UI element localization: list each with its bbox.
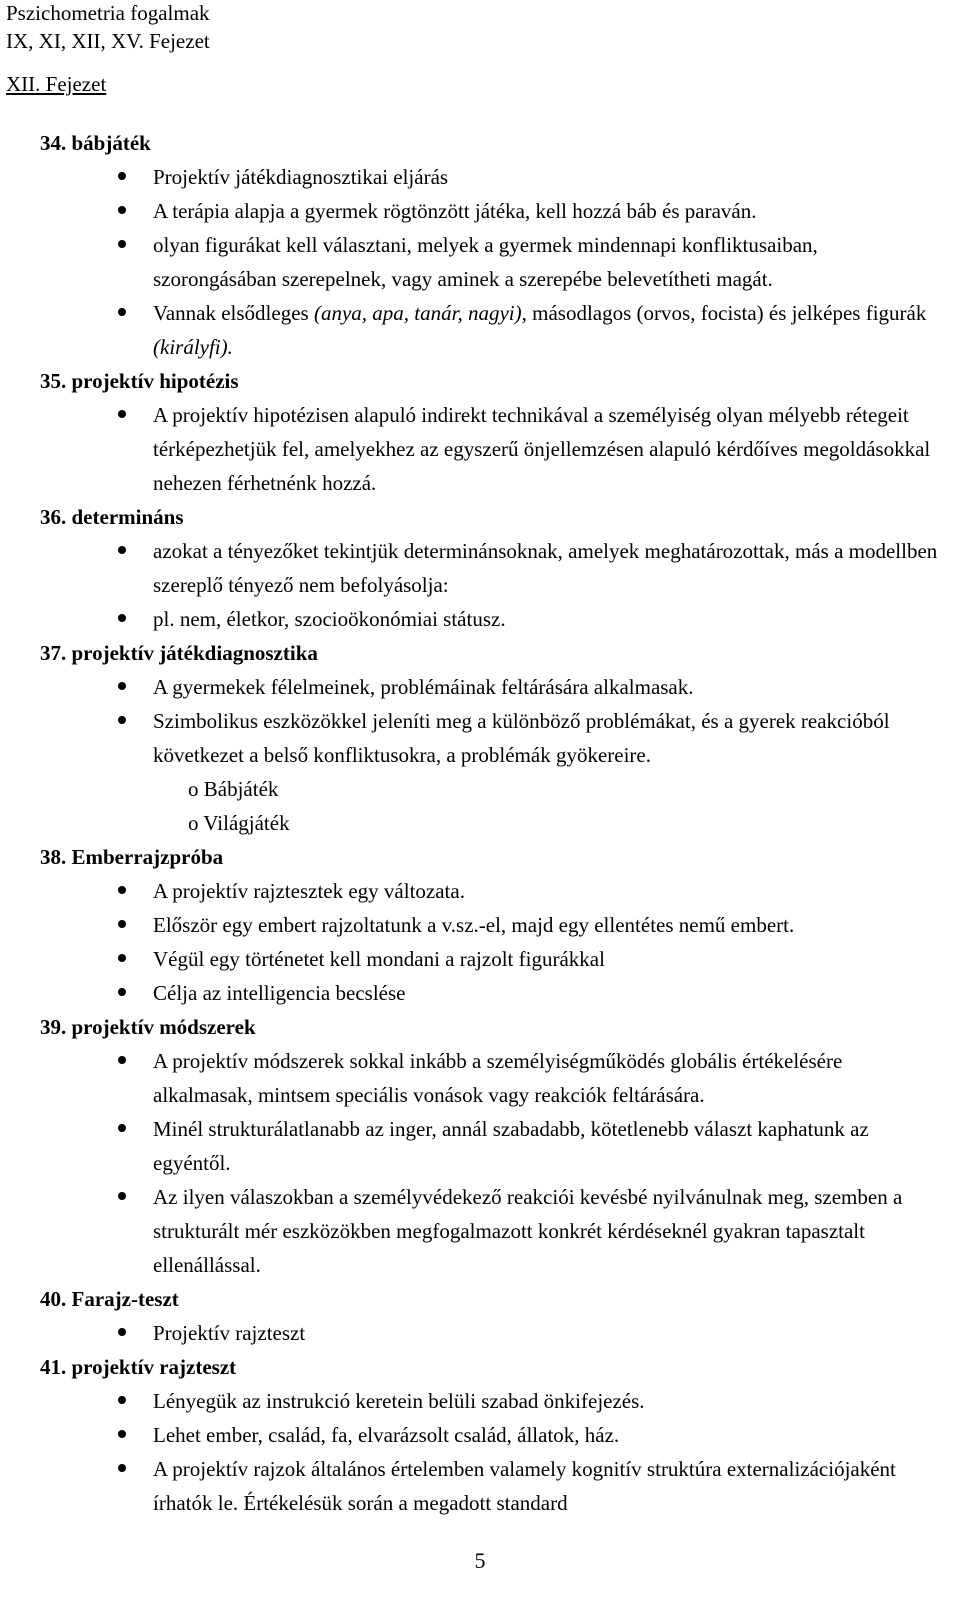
section-41 — [40, 1350, 945, 1520]
bullet-icon — [118, 716, 126, 724]
list-item — [40, 976, 945, 1010]
list-item-text: olyan figurákat kell választani, melyek a gyermek mindennapi konfliktusaiban, szorongásában szerepelnek, vagy aminek a szerepébe belevetítheti magát. — [153, 233, 818, 291]
list-item — [40, 534, 945, 602]
circle-marker: o — [188, 777, 199, 801]
list-item — [40, 1316, 945, 1350]
list-item-text: azokat a tényezőket tekintjük determinánsoknak, amelyek meghatározottak, más a modellben szereplő tényező nem befolyásolja: — [153, 539, 938, 597]
list-item-text: Az ilyen válaszokban a személyvédekező reakciói kevésbé nyilvánulnak meg, szemben a strukturált mér eszközökben megfogalmazott konkrét kérdéseknél gyakran tapasztalt ellenállással. — [153, 1185, 903, 1277]
list-item-text: Lehet ember, család, fa, elvarázsolt család, állatok, ház. — [153, 1423, 620, 1447]
sub-list-item-text: Világjáték — [203, 811, 290, 835]
bullet-icon — [118, 206, 126, 214]
bullet-icon — [118, 172, 126, 180]
list-item-text: Célja az intelligencia becslése — [153, 981, 406, 1005]
text-run: , másodlagos (orvos, focista) és jelképes figurák — [521, 301, 927, 325]
list-item — [40, 942, 945, 976]
bullet-list — [40, 874, 945, 1010]
bullet-list — [40, 1316, 945, 1350]
header-chapters: IX, XI, XII, XV. Fejezet — [6, 29, 210, 53]
list-item — [40, 398, 945, 500]
section-38 — [40, 840, 945, 1010]
bullet-icon — [118, 1124, 126, 1132]
bullet-icon — [118, 988, 126, 996]
list-item — [40, 296, 945, 364]
bullet-icon — [118, 886, 126, 894]
section-title: 35. projektív hipotézis — [40, 369, 239, 393]
bullet-list — [40, 670, 945, 772]
italic-run: (királyfi). — [153, 335, 233, 359]
page-number: 5 — [474, 1548, 486, 1573]
section-37 — [40, 636, 945, 840]
bullet-icon — [118, 1192, 126, 1200]
list-item-text: Projektív rajzteszt — [153, 1321, 306, 1345]
list-item — [40, 1418, 945, 1452]
list-item — [40, 160, 945, 194]
section-36 — [40, 500, 945, 636]
section-40 — [40, 1282, 945, 1350]
list-item — [40, 874, 945, 908]
bullet-icon — [118, 240, 126, 248]
bullet-list — [40, 534, 945, 636]
list-item-text: A terápia alapja a gyermek rögtönzött játéka, kell hozzá báb és paraván. — [153, 199, 757, 223]
list-item — [40, 194, 945, 228]
list-item-text: Projektív játékdiagnosztikai eljárás — [153, 165, 449, 189]
bullet-icon — [118, 954, 126, 962]
list-item-text: Szimbolikus eszközökkel jeleníti meg a különböző problémákat, és a gyerek reakcióból következet a belső konfliktusokra, a problémák gyökereire. — [153, 709, 890, 767]
list-item — [40, 1180, 945, 1282]
section-title: 36. determináns — [40, 505, 184, 529]
list-item-text: A projektív rajztesztek egy változata. — [153, 879, 465, 903]
bullet-icon — [118, 1396, 126, 1404]
page-header — [6, 0, 210, 55]
list-item — [40, 1384, 945, 1418]
list-item-text: Először egy embert rajzoltatunk a v.sz.-el, majd egy ellentétes nemű embert. — [153, 913, 795, 937]
bullet-icon — [118, 1056, 126, 1064]
bullet-icon — [118, 308, 126, 316]
list-item-text — [153, 301, 926, 359]
section-title: 40. Farajz-teszt — [40, 1287, 179, 1311]
section-title: 41. projektív rajzteszt — [40, 1355, 237, 1379]
section-title: 38. Emberrajzpróba — [40, 845, 224, 869]
bullet-list — [40, 1044, 945, 1282]
list-item-text: A projektív rajzok általános értelemben valamely kognitív struktúra externalizációjaként írhatók le. Értékelésük során a megadott standard — [153, 1457, 896, 1515]
chapter-heading: XII. Fejezet — [6, 72, 107, 96]
bullet-icon — [118, 1430, 126, 1438]
bullet-icon — [118, 614, 126, 622]
list-item-text: Végül egy történetet kell mondani a rajzolt figurákkal — [153, 947, 605, 971]
list-item — [40, 1112, 945, 1180]
list-item — [40, 670, 945, 704]
list-item-text: A projektív módszerek sokkal inkább a személyiségműködés globális értékelésére alkalmasak, mintsem speciális vonások vagy reakciók feltárására. — [153, 1049, 843, 1107]
bullet-icon — [118, 410, 126, 418]
text-run: Vannak elsődleges — [153, 301, 314, 325]
section-title: 37. projektív játékdiagnosztika — [40, 641, 318, 665]
section-39 — [40, 1010, 945, 1282]
section-title: 34. bábjáték — [40, 131, 151, 155]
bullet-icon — [118, 1328, 126, 1336]
document-body — [40, 126, 945, 1520]
list-item-text: A projektív hipotézisen alapuló indirekt technikával a személyiség olyan mélyebb rétegeit térképezhetjük fel, amelyekhez az egyszerű önjellemzésen alapuló kérdőíves megoldásokkal nehezen férhetnénk hozzá. — [153, 403, 931, 495]
header-course-title: Pszichometria fogalmak — [6, 1, 210, 25]
section-title: 39. projektív módszerek — [40, 1015, 256, 1039]
list-item — [40, 704, 945, 772]
list-item — [40, 908, 945, 942]
bullet-icon — [118, 1464, 126, 1472]
sub-list-item — [40, 806, 945, 840]
sub-list-item-text: Bábjáték — [203, 777, 279, 801]
list-item-text: A gyermekek félelmeinek, problémáinak feltárására alkalmasak. — [153, 675, 694, 699]
section-34 — [40, 126, 945, 364]
section-35 — [40, 364, 945, 500]
bullet-list — [40, 1384, 945, 1520]
italic-run: (anya, apa, tanár, nagyi) — [313, 301, 522, 325]
bullet-list — [40, 160, 945, 364]
list-item — [40, 602, 945, 636]
list-item — [40, 1044, 945, 1112]
bullet-icon — [118, 682, 126, 690]
list-item-text: Minél strukturálatlanabb az inger, annál szabadabb, kötetlenebb választ kaphatunk az egyéntől. — [153, 1117, 869, 1175]
list-item-text: Lényegük az instrukció keretein belüli szabad önkifejezés. — [153, 1389, 645, 1413]
list-item — [40, 228, 945, 296]
sub-list-item — [40, 772, 945, 806]
list-item-text: pl. nem, életkor, szocioökonómiai státusz. — [153, 607, 506, 631]
bullet-icon — [118, 546, 126, 554]
circle-marker: o — [188, 811, 199, 835]
bullet-list — [40, 398, 945, 500]
list-item — [40, 1452, 945, 1520]
bullet-icon — [118, 920, 126, 928]
